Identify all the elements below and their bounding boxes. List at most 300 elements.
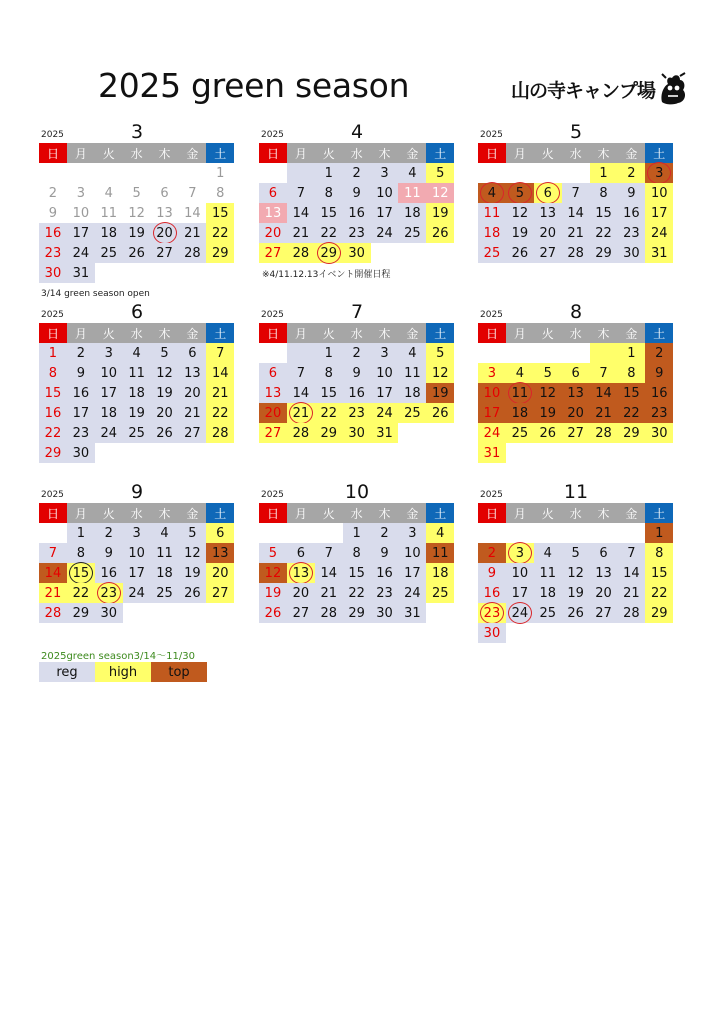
legend-high: high [95,662,151,682]
month-number: 10 [344,481,370,503]
year-label: 2025 [41,310,64,320]
day-cell: 1 [39,343,67,363]
day-cell: 5 [426,343,454,363]
weekday-header-row [39,143,235,163]
empty-cell [151,263,179,283]
weekday-label: 土 [206,143,234,163]
day-cell: 23 [371,583,399,603]
day-cell: 28 [178,243,206,263]
week-row [39,423,235,443]
legend-top: top [151,662,207,682]
weekday-label: 金 [178,503,206,523]
week-row [259,183,455,203]
day-cell: 21 [287,223,315,243]
week-row [259,343,455,363]
weekday-label: 土 [426,143,454,163]
empty-cell [206,603,234,623]
day-cell: 26 [506,243,534,263]
weekday-label: 月 [287,503,315,523]
day-cell: 18 [478,223,506,243]
day-cell: 24 [645,223,673,243]
day-cell: 20 [590,583,618,603]
day-cell: 13 [206,543,234,563]
day-cell: 2 [343,163,371,183]
day-cell: 19 [534,403,562,423]
month-header [478,301,674,323]
day-cell: 16 [371,563,399,583]
day-cell: 22 [206,223,234,243]
day-cell: 10 [95,363,123,383]
day-cell: 7 [39,543,67,563]
day-cell: 31 [67,263,95,283]
empty-cell [426,243,454,263]
day-cell: 1 [590,163,618,183]
day-cell: 9 [95,543,123,563]
day-cell: 19 [426,383,454,403]
day-cell: 3 [645,163,673,183]
legend [39,662,207,682]
day-cell: 16 [95,563,123,583]
week-row [39,363,235,383]
weekday-label: 月 [506,323,534,343]
empty-cell [206,443,234,463]
day-cell: 6 [160,185,169,201]
day-cell: 9 [343,183,371,203]
empty-cell [506,443,534,463]
day-cell: 9 [478,563,506,583]
empty-cell [534,623,562,643]
day-cell: 7 [188,185,197,201]
day-cell: 6 [534,183,562,203]
day-cell: 8 [343,543,371,563]
weekday-header-row [39,503,235,523]
day-cell: 14 [39,563,67,583]
weekday-label: 日 [259,503,287,523]
day-cell: 23 [343,223,371,243]
day-cell: 15 [39,383,67,403]
weekday-label: 日 [259,323,287,343]
day-cell: 5 [426,163,454,183]
legend-title: 2025green season3/14〜11/30 [41,651,195,662]
weekday-label: 水 [562,143,590,163]
weekday-label: 土 [206,323,234,343]
week-row [39,223,235,243]
day-cell: 28 [39,603,67,623]
day-cell: 4 [104,185,113,201]
weekday-label: 木 [590,323,618,343]
empty-cell [617,443,645,463]
weekday-label: 金 [617,503,645,523]
day-cell: 8 [617,363,645,383]
month-august [478,301,674,463]
weekday-header-row [39,323,235,343]
day-cell: 5 [534,363,562,383]
day-cell: 7 [617,543,645,563]
day-cell: 25 [534,603,562,623]
day-cell: 2 [95,523,123,543]
day-cell: 8 [645,543,673,563]
weekday-label: 金 [398,323,426,343]
weekday-label: 木 [590,503,618,523]
day-cell: 24 [123,583,151,603]
weekday-label: 火 [534,143,562,163]
empty-cell [645,623,673,643]
month-header [259,301,455,323]
day-cell: 10 [398,543,426,563]
day-cell: 14 [315,563,343,583]
day-cell: 11 [478,203,506,223]
weekday-label: 土 [645,323,673,343]
weekday-label: 水 [562,323,590,343]
day-cell: 23 [67,423,95,443]
empty-cell [426,603,454,623]
empty-cell [534,523,562,543]
day-cell: 1 [617,343,645,363]
month-number: 9 [130,481,144,503]
day-cell: 11 [100,205,117,221]
day-cell: 9 [67,363,95,383]
day-cell: 12 [426,183,454,203]
day-cell: 17 [371,203,399,223]
day-cell: 6 [562,363,590,383]
day-cell: 2 [645,343,673,363]
filler-cell [562,343,590,363]
empty-cell [506,163,534,183]
weekday-label: 木 [371,143,399,163]
day-cell: 17 [645,203,673,223]
weekday-label: 月 [506,503,534,523]
day-cell: 25 [123,423,151,443]
week-row [39,603,235,623]
weekday-header-row [259,503,455,523]
day-cell: 18 [534,583,562,603]
day-cell: 6 [178,343,206,363]
weekday-label: 木 [590,143,618,163]
empty-cell [478,523,506,543]
day-cell: 13 [287,563,315,583]
day-cell: 17 [478,403,506,423]
day-cell: 30 [343,423,371,443]
day-cell: 6 [259,363,287,383]
week-row [259,203,455,223]
day-cell: 25 [506,423,534,443]
day-cell: 24 [371,223,399,243]
day-cell: 1 [315,343,343,363]
week-row [259,363,455,383]
day-cell: 30 [617,243,645,263]
empty-cell [67,163,95,183]
day-cell: 9 [645,363,673,383]
week-row [39,203,235,223]
week-row [478,523,674,543]
day-cell: 26 [123,243,151,263]
week-row [478,383,674,403]
day-cell: 15 [590,203,618,223]
day-cell: 29 [645,603,673,623]
empty-cell [590,523,618,543]
week-row [259,243,455,263]
day-cell: 16 [39,403,67,423]
day-cell: 22 [590,223,618,243]
day-cell: 21 [178,223,206,243]
weekday-label: 火 [315,503,343,523]
day-cell: 17 [67,403,95,423]
weekday-label: 月 [67,503,95,523]
day-cell: 1 [315,163,343,183]
day-cell: 24 [506,603,534,623]
day-cell: 8 [590,183,618,203]
empty-cell [206,263,234,283]
day-cell: 1 [216,165,225,181]
empty-cell [562,163,590,183]
empty-cell [95,163,123,183]
day-cell: 27 [206,583,234,603]
day-cell: 19 [151,383,179,403]
month-number: 3 [130,121,144,143]
day-cell: 2 [48,185,58,201]
empty-cell [562,623,590,643]
week-row [478,563,674,583]
week-row [259,563,455,583]
week-row [478,243,674,263]
day-cell: 5 [178,523,206,543]
march-open-note: 3/14 green season open [41,289,150,299]
week-row [39,583,235,603]
weekday-label: 月 [287,323,315,343]
week-row [259,543,455,563]
empty-cell [478,163,506,183]
day-cell: 23 [343,403,371,423]
day-cell: 26 [259,603,287,623]
day-cell: 2 [67,343,95,363]
weekday-label: 木 [151,503,179,523]
day-cell: 11 [398,363,426,383]
day-cell: 24 [371,403,399,423]
day-cell: 5 [506,183,534,203]
day-cell: 27 [259,243,287,263]
week-row [478,203,674,223]
day-cell: 29 [39,443,67,463]
empty-cell [562,443,590,463]
day-cell: 31 [371,423,399,443]
day-cell: 10 [371,363,399,383]
day-cell: 13 [259,383,287,403]
day-cell: 25 [95,243,123,263]
day-cell: 9 [371,543,399,563]
day-cell: 30 [478,623,506,643]
day-cell: 12 [506,203,534,223]
weekday-label: 木 [371,323,399,343]
week-row [478,623,674,643]
day-cell: 22 [617,403,645,423]
empty-cell [259,523,287,543]
day-cell: 23 [95,583,123,603]
day-cell: 27 [259,423,287,443]
month-april [259,121,455,263]
day-cell: 19 [259,583,287,603]
weekday-label: 火 [95,503,123,523]
month-header [259,481,455,503]
day-cell: 12 [178,543,206,563]
weekday-label: 木 [371,503,399,523]
weekday-label: 日 [39,323,67,343]
weekday-header-row [259,143,455,163]
day-cell: 21 [178,403,206,423]
weekday-label: 水 [562,503,590,523]
day-cell: 18 [398,203,426,223]
day-cell: 26 [178,583,206,603]
week-row [259,423,455,443]
day-cell: 29 [206,243,234,263]
weekday-label: 土 [206,503,234,523]
empty-cell [315,523,343,543]
week-row [39,263,235,283]
empty-cell [178,603,206,623]
day-cell: 7 [287,183,315,203]
day-cell: 15 [206,203,234,223]
day-cell: 13 [259,203,287,223]
day-cell: 14 [287,383,315,403]
week-row [478,543,674,563]
weekday-label: 金 [398,143,426,163]
day-cell: 16 [343,383,371,403]
brand-logo [511,72,688,106]
day-cell: 10 [478,383,506,403]
empty-cell [590,623,618,643]
empty-cell [123,263,151,283]
day-cell: 23 [645,403,673,423]
legend-reg: reg [39,662,95,682]
day-cell: 22 [67,583,95,603]
day-cell: 22 [39,423,67,443]
empty-cell [398,243,426,263]
weekday-label: 火 [534,323,562,343]
day-cell: 11 [534,563,562,583]
day-cell: 4 [506,363,534,383]
page-title: 2025 green season [98,66,410,105]
day-cell: 21 [617,583,645,603]
empty-cell [151,443,179,463]
week-row [478,403,674,423]
day-cell: 21 [39,583,67,603]
day-cell: 28 [590,423,618,443]
day-cell: 16 [645,383,673,403]
day-cell: 4 [398,163,426,183]
weekday-label: 水 [343,323,371,343]
day-cell: 26 [426,403,454,423]
brand-name: 山の寺キャンプ場 [511,79,656,102]
week-row [478,363,674,383]
empty-cell [151,163,179,183]
day-cell: 24 [95,423,123,443]
day-cell: 20 [287,583,315,603]
month-september [39,481,235,623]
day-cell: 16 [67,383,95,403]
empty-cell [534,163,562,183]
day-cell: 3 [123,523,151,543]
weekday-label: 月 [67,143,95,163]
filler-cell [287,163,315,183]
day-cell: 4 [534,543,562,563]
day-cell: 14 [184,205,201,221]
day-cell: 3 [95,343,123,363]
day-cell: 28 [287,423,315,443]
empty-cell [123,163,151,183]
day-cell: 8 [315,363,343,383]
week-row [478,183,674,203]
day-cell: 29 [67,603,95,623]
day-cell: 28 [287,243,315,263]
weekday-header-row [478,323,674,343]
day-cell: 25 [478,243,506,263]
day-cell: 15 [343,563,371,583]
empty-cell [645,443,673,463]
year-label: 2025 [261,490,284,500]
month-number: 11 [563,481,589,503]
week-row [259,163,455,183]
day-cell: 5 [151,343,179,363]
day-cell: 3 [371,163,399,183]
empty-cell [287,523,315,543]
day-cell: 15 [315,203,343,223]
day-cell: 20 [534,223,562,243]
day-cell: 19 [562,583,590,603]
year-label: 2025 [480,490,503,500]
day-cell: 22 [315,403,343,423]
weekday-label: 日 [39,503,67,523]
empty-cell [123,603,151,623]
day-cell: 18 [123,383,151,403]
weekday-label: 水 [123,503,151,523]
day-cell: 9 [343,363,371,383]
day-cell: 27 [151,243,179,263]
day-cell: 7 [315,543,343,563]
day-cell: 16 [617,203,645,223]
year-label: 2025 [41,490,64,500]
week-row [478,583,674,603]
month-june [39,301,235,463]
day-cell: 11 [506,383,534,403]
weekday-label: 火 [95,323,123,343]
weekday-label: 金 [398,503,426,523]
day-cell: 19 [506,223,534,243]
day-cell: 24 [67,243,95,263]
day-cell: 16 [343,203,371,223]
day-cell: 21 [562,223,590,243]
weekday-label: 金 [617,143,645,163]
month-number: 8 [569,301,583,323]
day-cell: 13 [156,205,173,221]
day-cell: 17 [67,223,95,243]
weekday-label: 月 [506,143,534,163]
day-cell: 18 [151,563,179,583]
week-row [478,603,674,623]
week-row [259,223,455,243]
week-row [39,563,235,583]
day-cell: 12 [534,383,562,403]
day-cell: 15 [617,383,645,403]
day-cell: 30 [645,423,673,443]
day-cell: 13 [178,363,206,383]
empty-cell [123,443,151,463]
day-cell: 20 [206,563,234,583]
day-cell: 10 [506,563,534,583]
day-cell: 3 [478,363,506,383]
week-row [39,443,235,463]
day-cell: 7 [206,343,234,363]
week-row [478,423,674,443]
weekday-label: 火 [315,323,343,343]
